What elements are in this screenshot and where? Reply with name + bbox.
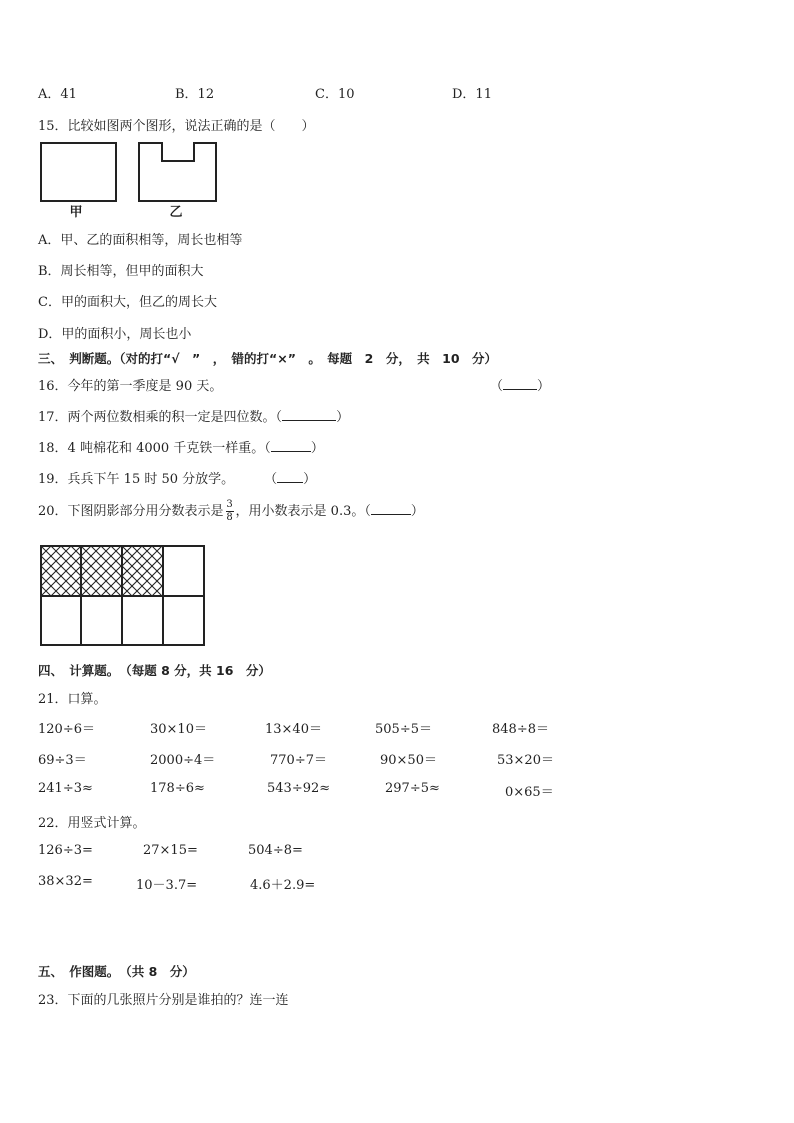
q21-text: 21．口算。 [38, 692, 107, 707]
q16-answer-blank[interactable]: （ ） [490, 379, 551, 394]
vertical-row [38, 843, 358, 861]
oral-item: 848÷8＝ [492, 722, 549, 737]
q19-text: 19．兵兵下午 15 时 50 分放学。 [38, 472, 235, 487]
oral-item: 505÷5＝ [375, 722, 432, 737]
oral-item: 241÷3≈ [38, 781, 93, 796]
q20-grid-figure [38, 543, 208, 649]
oral-item: 90×50＝ [380, 753, 437, 768]
q18-answer-blank[interactable] [271, 439, 311, 452]
vertical-item: 126÷3= [38, 843, 93, 858]
q16-text: 16．今年的第一季度是 90 天。 [38, 379, 223, 394]
q14-options [38, 83, 558, 101]
oral-row [38, 749, 578, 767]
oral-item: 120÷6＝ [38, 722, 95, 737]
q20-line: 20．下图阴影部分用分数表示是 $\frac{3}{8}$ ，用小数表示是 0.3。（ ） [38, 499, 424, 523]
q15-question: 15．比较如图两个图形，说法正确的是（ ） [38, 119, 315, 134]
oral-item: 30×10＝ [150, 722, 207, 737]
oral-item: 53×20＝ [497, 753, 554, 768]
option-a: A．41 [38, 87, 77, 102]
oral-item: 770÷7＝ [270, 753, 327, 768]
q18-line: 18．4 吨棉花和 4000 千克铁一样重。（ ） [38, 441, 324, 456]
q17-answer-blank[interactable] [282, 408, 336, 421]
q18-text: 18．4 吨棉花和 4000 千克铁一样重。 [38, 441, 265, 456]
q15-option-b: B．周长相等，但甲的面积大 [38, 264, 204, 279]
section3-heading: 三、 判断题。（对的打“√ ” ， 错的打“×” 。 每题 2 分， 共 10 分） [38, 351, 498, 366]
oral-item: 543÷92≈ [267, 781, 331, 796]
section5-heading: 五、 作图题。 （共 8 分） [38, 964, 195, 979]
vertical-item: 10－3.7= [136, 878, 198, 893]
vertical-row [38, 874, 358, 892]
q19-line: 19．兵兵下午 15 时 50 分放学。 （ ） [38, 472, 317, 487]
q20-answer-blank[interactable] [371, 502, 411, 515]
vertical-item: 27×15= [143, 843, 198, 858]
option-c: C．10 [315, 87, 355, 102]
vertical-item: 504÷8= [248, 843, 303, 858]
q20-text-after: ，用小数表示是 0.3。 [235, 504, 365, 519]
q15-option-a: A．甲、乙的面积相等，周长也相等 [38, 233, 243, 248]
oral-item: 13×40＝ [265, 722, 322, 737]
vertical-item: 4.6＋2.9= [250, 878, 316, 893]
section4-heading: 四、 计算题。 （每题 8 分，共 16 分） [38, 663, 271, 678]
shape-yi [139, 143, 216, 201]
q19-answer-blank[interactable] [277, 470, 303, 483]
label-jia: 甲 [69, 205, 83, 220]
oral-item: 0×65＝ [505, 785, 554, 800]
oral-item: 2000÷4＝ [150, 753, 216, 768]
q20-text-before: 20．下图阴影部分用分数表示是 [38, 504, 224, 519]
q15-figure [38, 140, 228, 220]
vertical-item: 38×32= [38, 874, 93, 889]
q17-text: 17．两个两位数相乘的积一定是四位数。 [38, 410, 276, 425]
q15-option-d: D．甲的面积小，周长也小 [38, 327, 192, 342]
oral-item: 297÷5≈ [385, 781, 440, 796]
oral-item: 69÷3＝ [38, 753, 87, 768]
q17-line: 17．两个两位数相乘的积一定是四位数。（ ） [38, 410, 350, 425]
option-d: D．11 [452, 87, 492, 102]
oral-row [38, 718, 578, 736]
q20-fraction: $\frac{3}{8}$ [226, 499, 233, 523]
oral-item: 178÷6≈ [150, 781, 205, 796]
q22-text: 22．用竖式计算。 [38, 816, 146, 831]
shaded-cell [72, 546, 202, 596]
q23-text: 23．下面的几张照片分别是谁拍的？连一连 [38, 993, 289, 1008]
oral-row [38, 781, 578, 799]
option-b: B．12 [175, 87, 215, 102]
shape-jia [41, 143, 116, 201]
q15-option-c: C．甲的面积大，但乙的周长大 [38, 295, 217, 310]
shaded-cells [38, 546, 202, 596]
label-yi: 乙 [169, 205, 183, 220]
